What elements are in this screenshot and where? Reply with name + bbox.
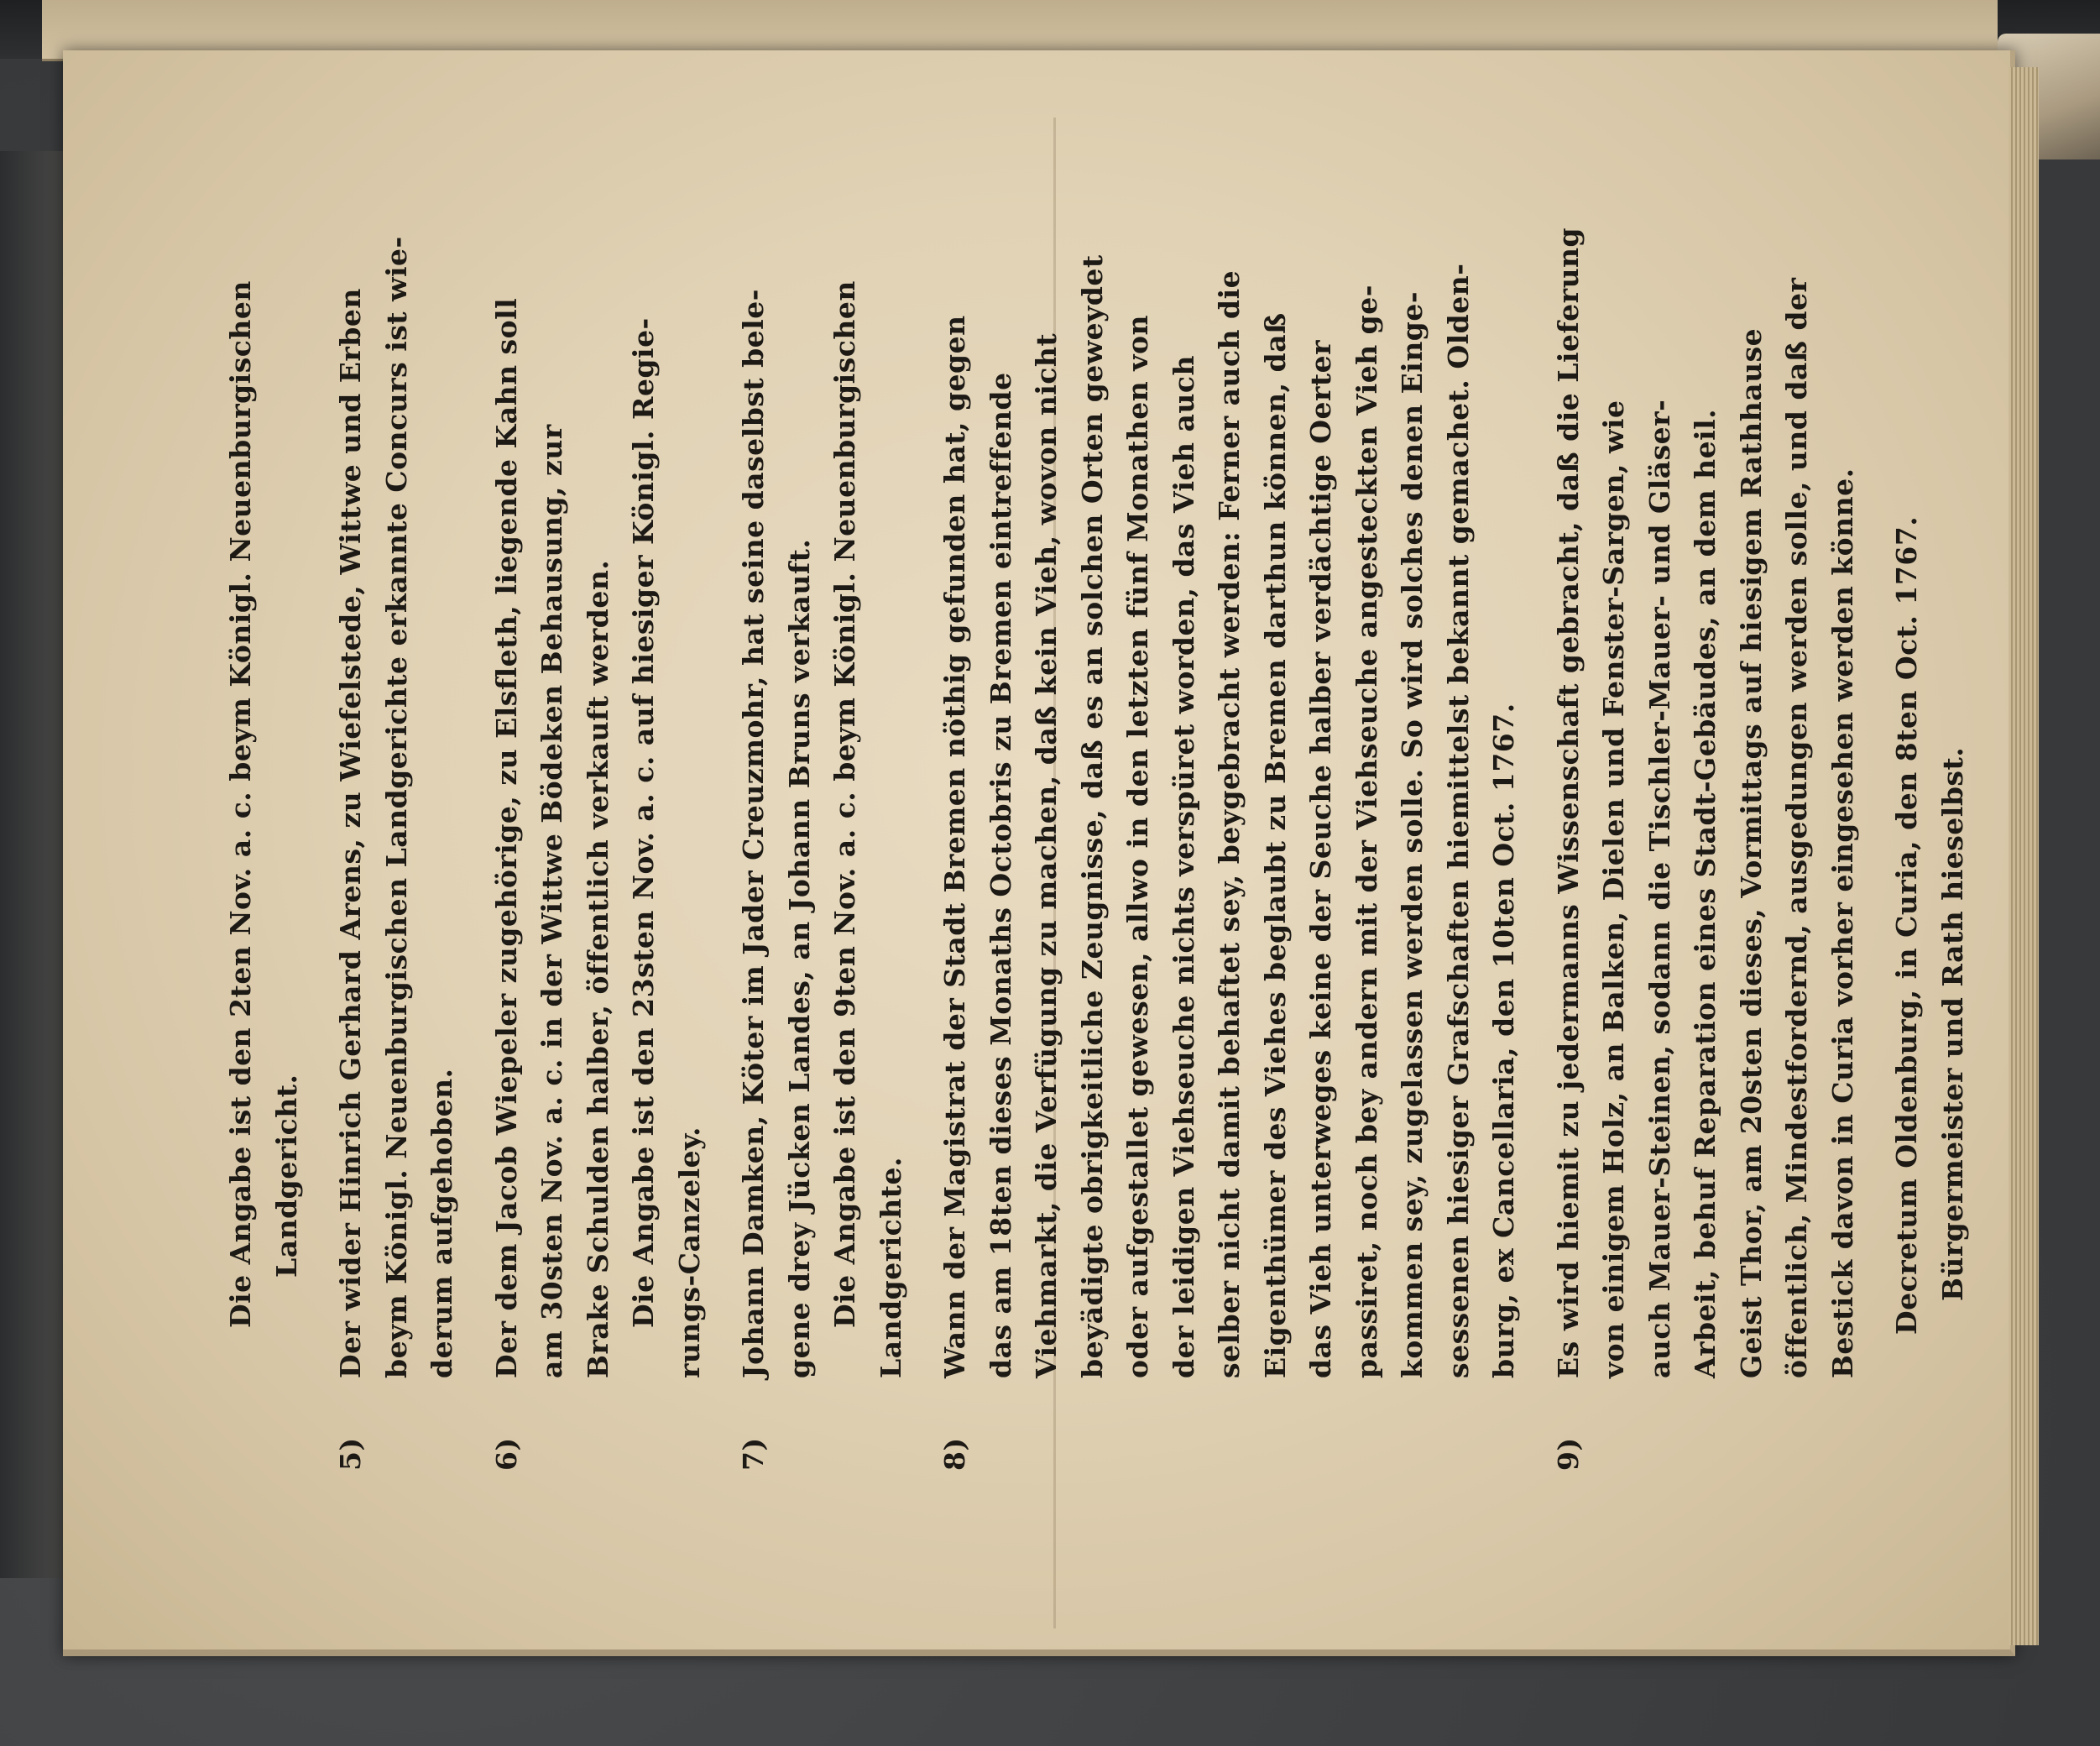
- entry-body: [1546, 101, 1867, 1378]
- entry-7: [731, 101, 914, 1477]
- text-line: beym Königl. Neuenburgischen Landgerichte erkannte Concurs ist wie-: [379, 236, 413, 1378]
- text-line: das Vieh unterweges keine der Seuche halber verdächtige Oerter: [1304, 340, 1337, 1378]
- text-line: rungs-Canzeley.: [672, 1126, 706, 1378]
- entry-number: 8): [938, 1437, 971, 1471]
- text-line: Arbeit, behuf Reparation eines Stadt-Gebäudes, an dem heil.: [1689, 408, 1721, 1378]
- text-line: Viehmarkt, die Verfügung zu machen, daß kein Vieh, wovon nicht: [1030, 332, 1063, 1378]
- left-shadow: [0, 151, 67, 1578]
- text-line: passiret, noch bey andern mit der Viehseuche angesteckten Vieh ge-: [1350, 285, 1383, 1378]
- text-line: kommen sey, zugelassen werden solle. So wird solches denen Einge-: [1396, 290, 1429, 1378]
- entry-5: [328, 101, 466, 1477]
- text-line: derum aufgehoben.: [426, 1068, 458, 1378]
- entry-continuation: [218, 101, 310, 1477]
- text-line: am 30sten Nov. a. c. in der Wittwe Bödeken Behausung, zur: [535, 424, 568, 1378]
- entry-body: [731, 101, 914, 1378]
- text-line: Geist Thor, am 20sten dieses, Vormittags auf hiesigem Rathhause: [1734, 327, 1768, 1378]
- text-line: Johann Damken, Köter im Jader Creuzmohr, hat seine daselbst bele-: [737, 289, 770, 1378]
- text-line: beyädigte obrigkeitliche Zeugnisse, daß es an solchen Orten geweydet: [1075, 254, 1109, 1378]
- text-line: das am 18ten dieses Monaths Octobris zu Bremen eintreffende: [984, 372, 1017, 1378]
- entry-9: [1546, 101, 1867, 1477]
- entry-body: [932, 101, 1528, 1378]
- entry-6: [484, 101, 713, 1477]
- text-line: gene drey Jücken Landes, an Johann Bruns verkauft.: [782, 538, 816, 1378]
- text-line: oder aufgestallet gewesen, allwo in den letzten fünf Monathen von: [1121, 315, 1154, 1378]
- entry-body: [218, 101, 310, 1378]
- signature-line: Bürgermeister und Rath hieselbst.: [1935, 746, 1969, 1301]
- text-line: Der wider Hinrich Gerhard Arens, zu Wiefelstede, Wittwe und Erben: [334, 288, 367, 1378]
- text-line: öffentlich, Mindestfordernd, ausgedungen werden solle, und daß der: [1780, 277, 1813, 1378]
- decree-line: Decretum Oldenburg, in Curia, den 8ten Oct. 1767.: [1890, 515, 1923, 1335]
- entry-number: 7): [737, 1437, 770, 1471]
- text-line: burg, ex Cancellaria, den 10ten Oct. 1767.: [1487, 703, 1520, 1378]
- text-line: Der dem Jacob Wiepeler zugehörige, zu Elsfleth, liegende Kahn soll: [489, 297, 523, 1378]
- text-line: von einigem Holz, an Balken, Dielen und Fenster-Sargen, wie: [1597, 400, 1630, 1378]
- text-line: selber nicht damit behaftet sey, beygebracht werden: Ferner auch die: [1213, 269, 1246, 1378]
- text-line: Die Angabe ist den 2ten Nov. a. c. beym Königl. Neuenburgischen: [224, 280, 257, 1328]
- text-line: Die Angabe ist den 9ten Nov. a. c. beym Königl. Neuenburgischen: [828, 280, 861, 1328]
- text-line: sessenen hiesiger Grafschaften hiemittelst bekannt gemachet. Olden-: [1441, 263, 1475, 1378]
- entry-8: [932, 101, 1528, 1477]
- entry-body: [328, 101, 466, 1378]
- text-line: Bestick davon in Curia vorher eingesehen werden könne.: [1826, 468, 1859, 1378]
- text-line: Die Angabe ist den 23sten Nov. a. c. auf hiesiger Königl. Regie-: [627, 317, 660, 1328]
- text-line: Wann der Magistrat der Stadt Bremen nöthig gefunden hat, gegen: [938, 315, 971, 1378]
- text-line: Eigenthümer des Viehes beglaubt zu Bremen darthun können, daß: [1258, 312, 1292, 1378]
- text-line: auch Mauer-Steinen, sodann die Tischler-Mauer- und Gläser-: [1643, 399, 1676, 1378]
- entry-number: 6): [489, 1437, 523, 1471]
- entry-number: 5): [334, 1437, 367, 1471]
- text-line: Landgerichte.: [874, 1157, 907, 1378]
- text-line: Es wird hiemit zu jedermanns Wissenschaft gebracht, daß die Lieferung: [1551, 227, 1585, 1378]
- entry-body: [484, 101, 713, 1378]
- entry-number: [218, 1378, 310, 1477]
- page-stack-edge: [2009, 67, 2039, 1645]
- rotated-text-block: [218, 101, 1969, 1477]
- entry-number: 9): [1551, 1437, 1585, 1471]
- text-line: der leidigen Viehseuche nichts verspüret worden, das Vieh auch: [1167, 355, 1200, 1378]
- text-line: Brake Schulden halber, öffentlich verkauft werden.: [581, 559, 614, 1378]
- text-line: Landgericht.: [269, 1074, 303, 1278]
